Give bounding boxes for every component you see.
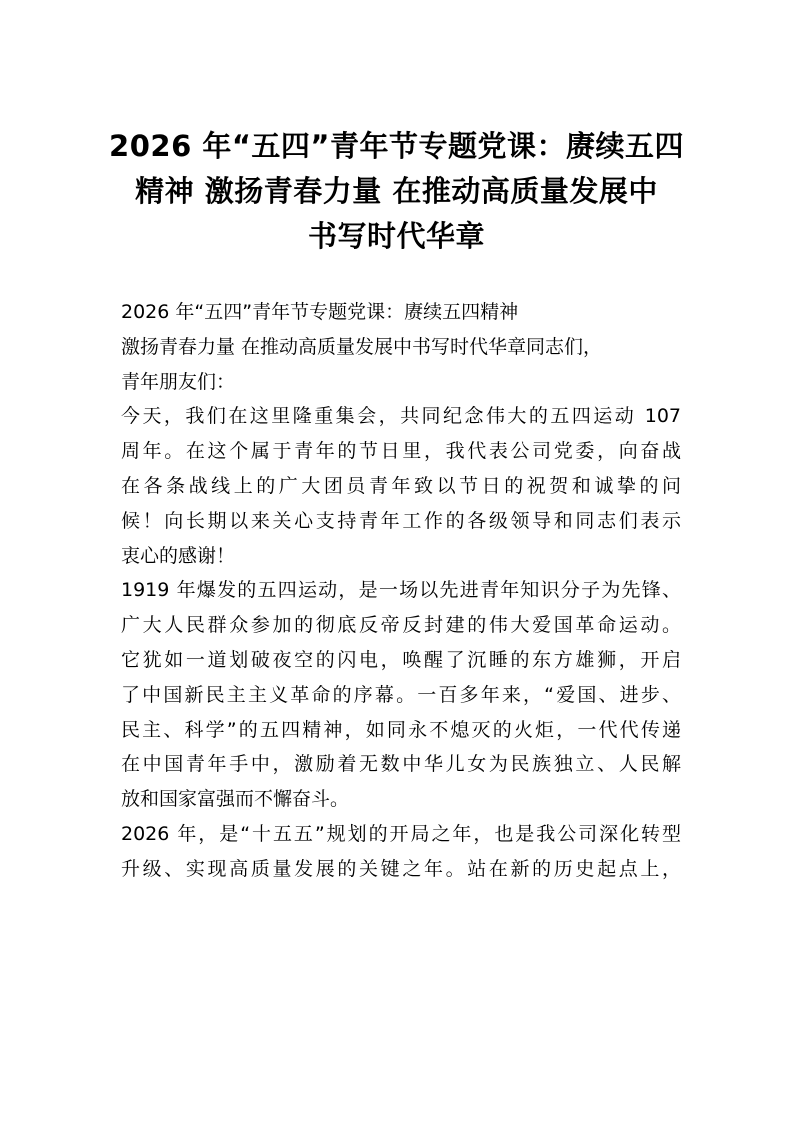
document-body (121, 295, 681, 887)
body-line: 升级、实现高质量发展的关键之年。站在新的历史起点上， (121, 857, 681, 880)
body-line: 2026 年，是“十五五”规划的开局之年，也是我公司深化转型 (121, 822, 681, 845)
title-line-2: 精神 激扬青春力量 在推动高质量发展中 (135, 174, 658, 208)
body-line: 放和国家富强而不懈奋斗。 (121, 788, 350, 811)
body-line: 激扬青春力量 在推动高质量发展中书写时代华章同志们， (121, 335, 603, 358)
body-line: 周年。在这个属于青年的节日里，我代表公司党委，向奋战 (121, 440, 681, 463)
body-line: 民主、科学”的五四精神，如同永不熄灭的火炬，一代代传递 (121, 718, 681, 741)
body-line: 它犹如一道划破夜空的闪电，唤醒了沉睡的东方雄狮，开启 (121, 648, 681, 671)
title-line-1: 2026 年“五四”青年节专题党课：赓续五四 (109, 129, 684, 163)
body-line: 在中国青年手中，激励着无数中华儿女为民族独立、人民解 (121, 753, 681, 776)
body-line: 广大人民群众参加的彻底反帝反封建的伟大爱国革命运动。 (121, 614, 681, 637)
body-line: 候！向长期以来关心支持青年工作的各级领导和同志们表示 (121, 509, 681, 532)
body-line: 2026 年“五四”青年节专题党课：赓续五四精神 (121, 301, 519, 323)
body-line: 在各条战线上的广大团员青年致以节日的祝贺和诚挚的问 (121, 474, 681, 497)
body-line: 青年朋友们： (121, 370, 236, 393)
body-line: 衷心的感谢！ (121, 544, 236, 567)
document-title (100, 124, 693, 259)
body-line: 今天，我们在这里隆重集会，共同纪念伟大的五四运动 107 (121, 405, 681, 428)
title-line-3: 书写时代华章 (307, 219, 485, 253)
body-line: 1919 年爆发的五四运动，是一场以先进青年知识分子为先锋、 (121, 579, 681, 602)
body-line: 了中国新民主主义革命的序幕。一百多年来，“爱国、进步、 (121, 683, 681, 706)
